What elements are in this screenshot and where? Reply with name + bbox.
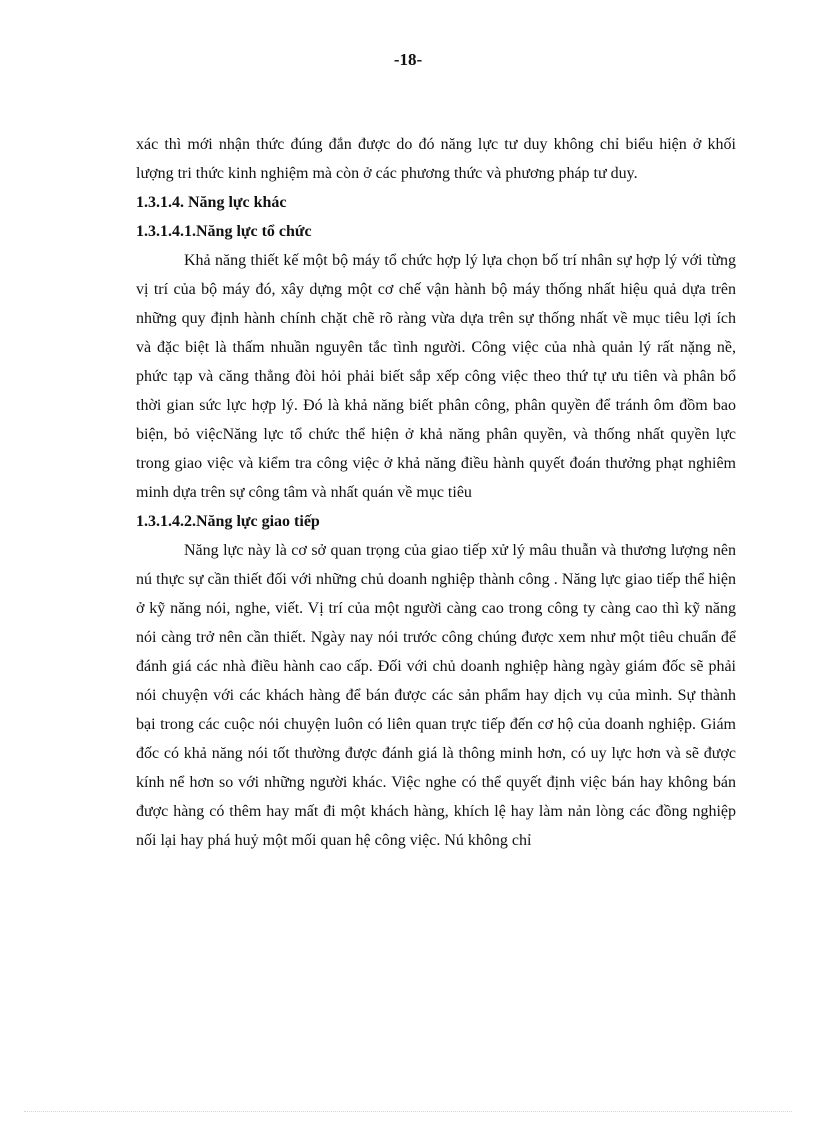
page-number: -18- (393, 50, 423, 69)
paragraph-organizing-capacity: Khả năng thiết kế một bộ máy tổ chức hợp lý lựa chọn bố trí nhân sự hợp lý với từng vị trí của bộ máy đó, xây dựng một cơ chế vận hành bộ máy thống nhất hiệu quả dựa trên những quy định hành chính chặt chẽ rõ ràng vừa dựa trên sự thống nhất về mục tiêu lợi ích và đặc biệt là thấm nhuần nguyên tắc tình người. Công việc của nhà quản lý rất nặng nề, phức tạp và căng thẳng đòi hỏi phải biết sắp xếp công việc theo thứ tự ưu tiên và phân bổ thời gian sức lực hợp lý. Đó là khả năng biết phân công, phân quyền để tránh ôm đồm bao biện, bỏ việcNăng lực tổ chức thể hiện ở khả năng phân quyền, và thống nhất quyền lực trong giao việc và kiểm tra công việc ở khả năng điều hành quyết đoán thưởng phạt nghiêm minh dựa trên sự công tâm và nhất quán về mục tiêu (136, 252, 736, 501)
paragraph-communication-capacity: Năng lực này là cơ sở quan trọng của giao tiếp xử lý mâu thuẫn và thương lượng nên nú thực sự cần thiết đối với những chủ doanh nghiệp thành công . Năng lực giao tiếp thể hiện ở kỹ năng nói, nghe, viết. Vị trí của một người càng cao trong công ty càng cao thì kỹ năng nói càng trở nên cần thiết. Ngày nay nói trước công chúng được xem như một tiêu chuẩn để đánh giá các nhà điều hành cao cấp. Đối với chủ doanh nghiệp hàng ngày giám đốc sẽ phải nói chuyện với các khách hàng để bán được các sản phẩm hay dịch vụ của mình. Sự thành bại trong các cuộc nói chuyện luôn có liên quan trực tiếp đến cơ hộ của doanh nghiệp. Giám đốc có khả năng nói tốt thường được đánh giá là thông minh hơn, có uy lực hơn và sẽ được kính nể hơn so với những người khác. Việc nghe có thể quyết định việc bán hay không bán được hàng có thêm hay mất đi một khách hàng, khích lệ hay làm nản lòng các đồng nghiệp nối lại hay phá huỷ một mối quan hệ công việc. Nú không chỉ (136, 542, 736, 849)
section-heading-1-3-1-4: 1.3.1.4. Năng lực khác (136, 194, 287, 211)
document-body (136, 130, 736, 855)
section-heading-1-3-1-4-2: 1.3.1.4.2.Năng lực giao tiếp (136, 513, 320, 530)
page-bottom-divider (24, 1111, 792, 1112)
section-heading-1-3-1-4-1: 1.3.1.4.1.Năng lực tổ chức (136, 223, 312, 240)
paragraph-continuation: xác thì mới nhận thức đúng đắn được do đó năng lực tư duy không chỉ biểu hiện ở khối lượng tri thức kinh nghiệm mà còn ở các phương thức và phương pháp tư duy. (136, 136, 736, 182)
